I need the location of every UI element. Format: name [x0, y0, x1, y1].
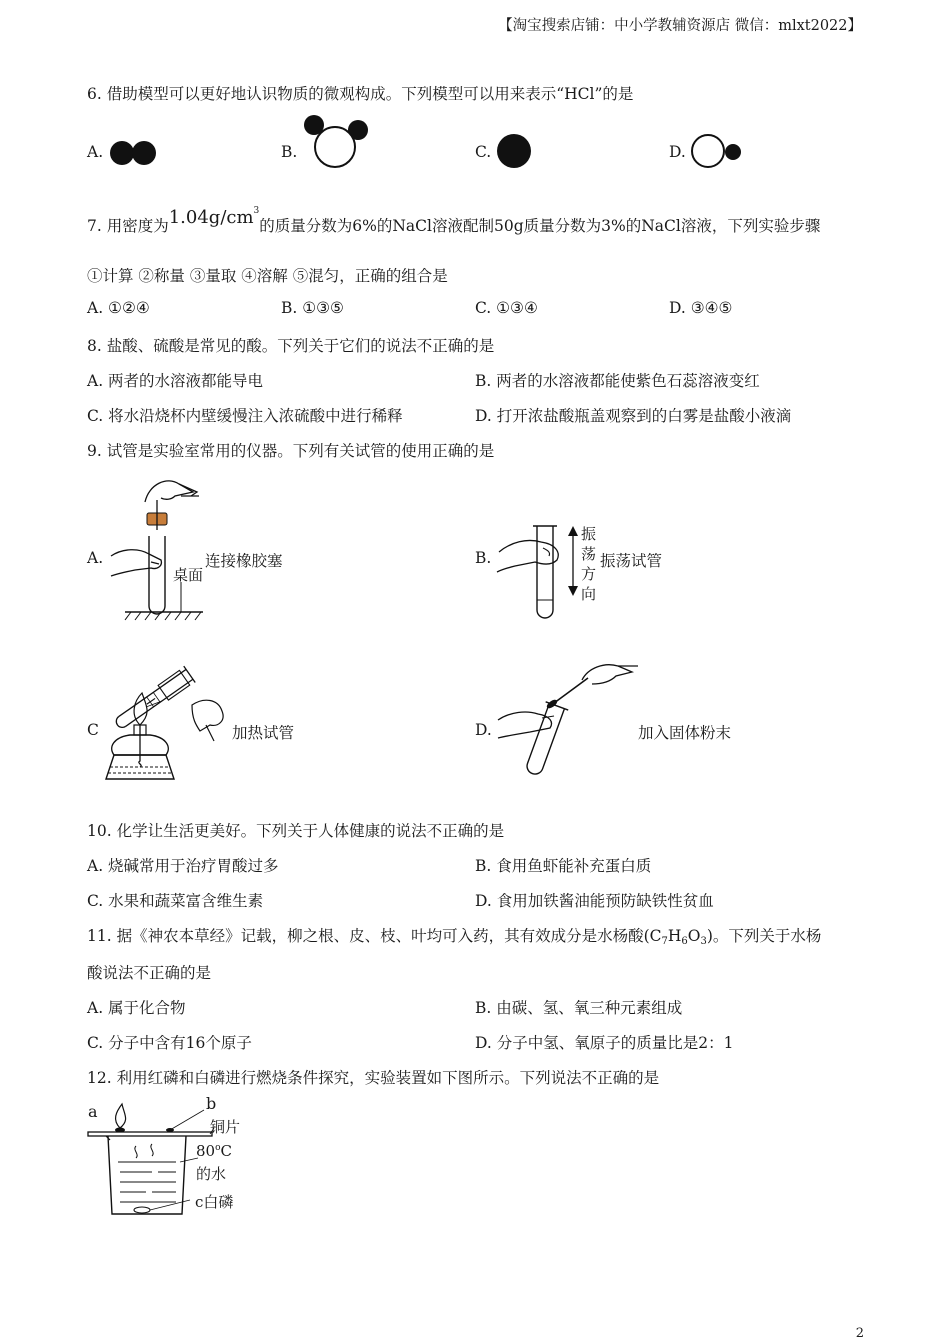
q11-option-c: C. 分子中含有16个原子 — [87, 1034, 252, 1052]
q11-option-d: D. 分子中氢、氧原子的质量比是2：1 — [475, 1034, 734, 1052]
q9-option-b-letter: B. — [475, 549, 492, 567]
q9-a-desk-label: 桌面 — [173, 566, 204, 584]
q7-option-b: B. ①③⑤ — [281, 299, 344, 317]
q9-b-direction-char: 振 — [581, 525, 597, 543]
q11-option-b: B. 由碳、氢、氧三种元素组成 — [475, 999, 683, 1017]
q12-label-c: c白磷 — [195, 1193, 234, 1211]
q7-prefix: 7. 用密度为 — [87, 217, 169, 235]
q6-model-d — [690, 134, 746, 170]
q10-option-d: D. 食用加铁酱油能预防缺铁性贫血 — [475, 892, 714, 910]
q7-density — [169, 207, 260, 228]
q11-element-h: H — [667, 927, 682, 945]
q8-option-a: A. 两者的水溶液都能导电 — [87, 372, 264, 390]
q7-option-c: C. ①③④ — [475, 299, 538, 317]
q9-option-c-caption: 加热试管 — [232, 724, 295, 742]
q12-temp-degree: o — [215, 1143, 221, 1153]
q6-option-a-label: A. — [87, 143, 104, 161]
q10-option-c: C. 水果和蔬菜富含维生素 — [87, 892, 264, 910]
q6-option-d-label: D. — [669, 143, 686, 161]
q6-model-b — [300, 113, 372, 171]
q9-option-c-letter: C — [87, 721, 99, 739]
q9-b-figure — [495, 522, 585, 622]
q9-d-figure — [494, 656, 644, 782]
q7-suffix: 的质量分数为6%的NaCl溶液配制50g质量分数为3%的NaCl溶液，下列实验步骤 — [259, 217, 821, 235]
q10-option-b: B. 食用鱼虾能补充蛋白质 — [475, 857, 652, 875]
page-number: 2 — [855, 1326, 864, 1341]
q11-stem — [87, 924, 821, 947]
q11-sub-o: 3 — [700, 936, 707, 947]
q11-stem-end: )。下列关于水杨 — [706, 927, 822, 945]
q6-model-c — [496, 134, 536, 170]
q9-option-b-caption: 振荡试管 — [600, 552, 663, 570]
q9-option-a-caption: 连接橡胶塞 — [205, 552, 283, 570]
q8-option-d: D. 打开浓盐酸瓶盖观察到的白雾是盐酸小液滴 — [475, 407, 792, 425]
q12-label-b: b — [206, 1094, 217, 1113]
q12-label-a: a — [88, 1102, 98, 1121]
q9-b-direction — [581, 524, 596, 604]
q6-option-c-label: C. — [475, 143, 492, 161]
q8-stem: 8. 盐酸、硫酸是常见的酸。下列关于它们的说法不正确的是 — [87, 337, 495, 355]
q12-stem: 12. 利用红磷和白磷进行燃烧条件探究，实验装置如下图所示。下列说法不正确的是 — [87, 1069, 660, 1087]
q6-option-b-label: B. — [281, 143, 298, 161]
q7-steps: ①计算 ②称量 ③量取 ④溶解 ⑤混匀，正确的组合是 — [87, 267, 448, 285]
q7-density-exponent: 3 — [253, 206, 260, 216]
q9-a-figure — [105, 470, 215, 622]
q9-b-direction-char: 向 — [581, 585, 597, 603]
q9-option-d-letter: D. — [475, 721, 492, 739]
q12-label-water: 的水 — [196, 1165, 227, 1183]
q7-stem — [87, 206, 821, 236]
q8-option-c: C. 将水沿烧杯内壁缓慢注入浓硫酸中进行稀释 — [87, 407, 403, 425]
q9-b-direction-char: 方 — [581, 565, 597, 583]
q12-label-copper: 铜片 — [210, 1118, 241, 1136]
q7-density-value: 1.04g/cm — [168, 207, 254, 228]
q11-stem-part: 11. 据《神农本草经》记载，柳之根、皮、枝、叶均可入药，其有效成分是水杨酸(C — [87, 927, 662, 945]
q9-b-direction-char: 荡 — [581, 545, 597, 563]
q7-option-d: D. ③④⑤ — [669, 299, 733, 317]
page-header: 【淘宝搜索店铺：中小学教辅资源店 微信：mlxt2022】 — [498, 18, 862, 34]
q10-stem: 10. 化学让生活更美好。下列关于人体健康的说法不正确的是 — [87, 822, 505, 840]
q6-stem: 6. 借助模型可以更好地认识物质的微观构成。下列模型可以用来表示“HCl”的是 — [87, 85, 634, 103]
q11-sub-h: 6 — [681, 936, 688, 947]
q11-stem-line2: 酸说法不正确的是 — [87, 964, 212, 982]
q11-option-a: A. 属于化合物 — [87, 999, 186, 1017]
q6-model-a — [108, 138, 162, 168]
q11-element-o: O — [687, 927, 701, 945]
q9-c-figure — [100, 655, 230, 785]
q9-option-a-letter: A. — [87, 549, 104, 567]
q9-stem: 9. 试管是实验室常用的仪器。下列有关试管的使用正确的是 — [87, 442, 495, 460]
q12-temp-unit: C — [220, 1142, 232, 1160]
q11-sub-c: 7 — [661, 936, 668, 947]
q8-option-b: B. 两者的水溶液都能使紫色石蕊溶液变红 — [475, 372, 760, 390]
q9-option-d-caption: 加入固体粉末 — [638, 724, 732, 742]
q12-temp-number: 80 — [196, 1142, 216, 1160]
q10-option-a: A. 烧碱常用于治疗胃酸过多 — [87, 857, 279, 875]
q7-option-a: A. ①②④ — [87, 299, 150, 317]
q12-label-temperature — [196, 1142, 232, 1160]
